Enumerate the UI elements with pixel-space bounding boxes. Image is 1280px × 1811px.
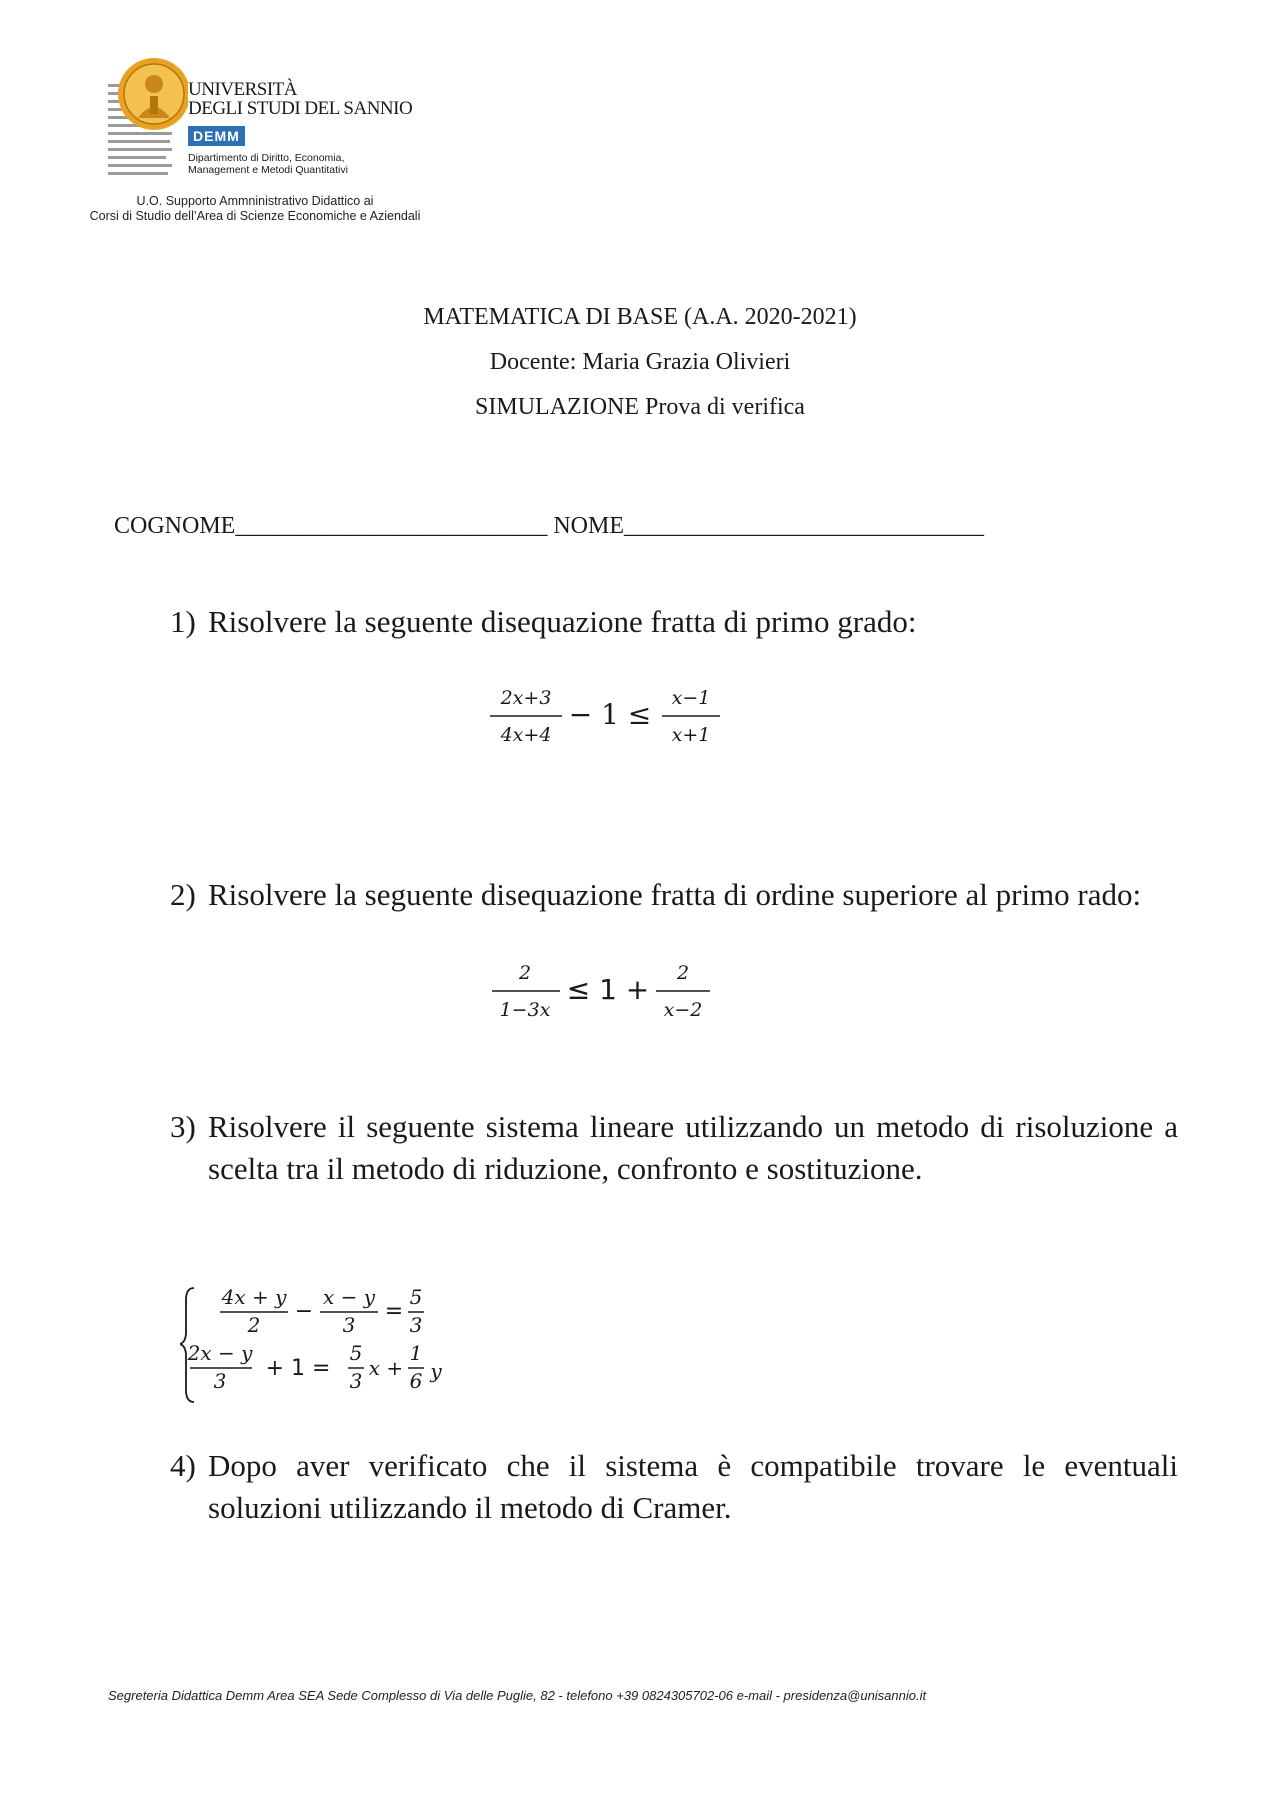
eq2-variable-y: y [430, 1359, 442, 1383]
question-4 [170, 1445, 1178, 1529]
question-number: 1) [170, 604, 196, 639]
eq1-operator-equals: = [384, 1299, 404, 1324]
formula-1-operator: − 1 ≤ [568, 698, 652, 731]
office-caption-line2: Corsi di Studio dell’Area di Scienze Economiche e Aziendali [89, 209, 421, 223]
eq1-numerator-1: 4x + y [221, 1285, 287, 1309]
formula-1 [480, 680, 740, 760]
formula-1-denominator-1: 4x+4 [500, 724, 552, 746]
eq2-denominator-2: 3 [349, 1369, 363, 1393]
question-number: 3) [170, 1109, 196, 1144]
eq2-numerator-1: 2x − y [187, 1341, 253, 1365]
teacher-name: Docente: Maria Grazia Olivieri [489, 349, 791, 375]
name-fields: COGNOME__________________________ NOME______________________________ [114, 513, 984, 539]
formula-2-denominator-2: x−2 [663, 999, 703, 1021]
formula-3-system [180, 1282, 460, 1412]
question-text: Risolvere la seguente disequazione fratta di ordine superiore al primo rado: [208, 877, 1142, 912]
department-name-line2: Management e Metodi Quantitativi [188, 164, 348, 176]
formula-2 [480, 955, 720, 1035]
department-name [188, 152, 348, 176]
question-number: 4) [170, 1448, 196, 1483]
formula-2-denominator-1: 1−3x [499, 999, 551, 1021]
question-3 [170, 1106, 1178, 1190]
footer-contact: Segreteria Didattica Demm Area SEA Sede Complesso di Via delle Puglie, 82 - telefono +39 0824305702-06 e-mail - presidenza@unisannio.it [108, 1688, 927, 1703]
formula-1-denominator-2: x+1 [671, 724, 711, 746]
university-name-line1: UNIVERSITÀ [188, 79, 297, 100]
question-number: 2) [170, 877, 196, 912]
university-logo [108, 56, 413, 184]
university-name-line2: DEGLI STUDI DEL SANNIO [188, 98, 413, 119]
formula-2-numerator-2: 2 [676, 962, 690, 984]
eq1-denominator-1: 2 [247, 1313, 261, 1337]
eq2-variable-x: x + [368, 1356, 404, 1380]
eq1-denominator-3: 3 [409, 1313, 423, 1337]
university-name [188, 80, 412, 118]
eq1-numerator-3: 5 [409, 1285, 423, 1309]
eq2-numerator-3: 1 [409, 1341, 423, 1365]
formula-1-numerator-2: x−1 [671, 687, 711, 709]
eq2-operator: + 1 = [265, 1356, 331, 1381]
department-badge: DEMM [188, 126, 245, 146]
formula-1-numerator-1: 2x+3 [500, 687, 552, 709]
question-2 [170, 874, 1178, 916]
course-title: MATEMATICA DI BASE (A.A. 2020-2021) [423, 304, 857, 330]
university-seal-icon [108, 56, 188, 182]
question-text: Risolvere la seguente disequazione fratta di primo grado: [208, 604, 917, 639]
eq1-operator-minus: − [294, 1299, 314, 1324]
eq2-numerator-2: 5 [349, 1341, 363, 1365]
exam-title: SIMULAZIONE Prova di verifica [475, 394, 805, 420]
eq2-denominator-1: 3 [213, 1369, 227, 1393]
eq1-numerator-2: x − y [322, 1285, 376, 1309]
question-text: Dopo aver verificato che il sistema è compatibile trovare le eventuali soluzioni utilizzando il metodo di Cramer. [208, 1448, 1178, 1525]
question-text: Risolvere il seguente sistema lineare utilizzando un metodo di risoluzione a scelta tra il metodo di riduzione, confronto e sostituzione. [208, 1109, 1178, 1186]
eq1-denominator-2: 3 [342, 1313, 356, 1337]
department-name-line1: Dipartimento di Diritto, Economia, [188, 152, 345, 164]
formula-2-operator: ≤ 1 + [566, 973, 650, 1006]
office-caption-line1: U.O. Supporto Ammninistrativo Didattico ai [136, 194, 374, 208]
eq2-denominator-3: 6 [409, 1369, 423, 1393]
office-caption [50, 194, 460, 224]
formula-2-numerator-1: 2 [518, 962, 532, 984]
question-1 [170, 601, 1178, 643]
